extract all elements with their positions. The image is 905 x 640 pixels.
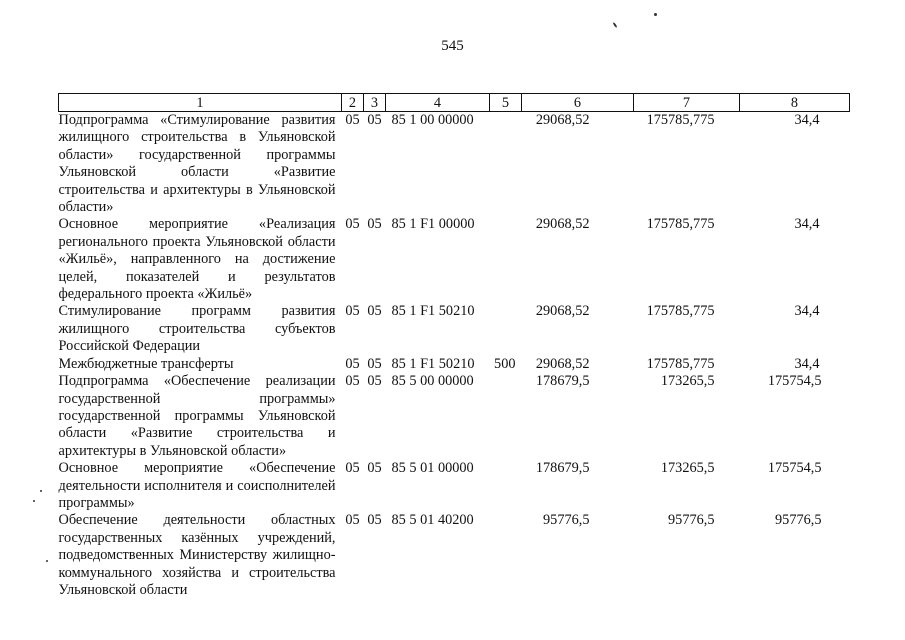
row-section: 05 [345,303,360,320]
row-amount-6: 29068,52 [535,355,590,372]
row-name: Подпрограмма «Стимулирование развития жилищного строительства в Ульяновской области» государственной программы Ульяновской области «Развитие строительства и архитектуры в Ульяновской области» [58,112,336,216]
row-name: Подпрограмма «Обеспечение реализации государственной программы» государственной программы Ульяновской области «Развитие строительства и архитектуры в Ульяновской области» [58,373,336,459]
table-row [59,112,850,217]
row-section: 05 [345,373,360,390]
row-target-code: 85 1 00 00000 [391,112,474,128]
row-amount-7: 173265,5 [660,460,715,477]
row-amount-6: 178679,5 [535,373,590,390]
row-amount-8: 34,4 [794,216,820,233]
row-section: 05 [345,355,360,372]
row-target-code: 85 1 F1 50210 [391,303,475,320]
row-amount-8: 34,4 [794,303,820,320]
row-subsection: 05 [367,460,382,477]
row-amount-7: 175785,775 [646,112,715,128]
scan-speck [46,560,48,562]
scan-speck [40,490,42,492]
row-amount-7: 175785,775 [646,216,715,233]
row-amount-6: 178679,5 [535,460,590,477]
row-amount-8: 95776,5 [775,512,822,529]
row-section: 05 [345,512,360,529]
table-row [59,373,850,460]
scan-speck [654,13,657,16]
row-target-code: 85 5 01 40200 [391,512,474,529]
row-target-code: 85 5 00 00000 [391,373,474,390]
row-expense-type [490,373,522,460]
table-row [59,303,850,355]
table-row [59,512,850,599]
row-expense-type [490,216,522,303]
row-name: Основное мероприятие «Обеспечение деятельности исполнителя и соисполнителей программы» [58,460,336,511]
row-expense-type [490,303,522,355]
row-amount-7: 175785,775 [646,355,715,372]
header-col-3: 3 [364,94,386,112]
table-row [59,216,850,303]
row-expense-type [490,112,522,217]
row-amount-8: 175754,5 [767,373,822,390]
row-subsection: 05 [367,355,382,372]
row-amount-6: 29068,52 [535,112,590,128]
row-target-code: 85 5 01 00000 [391,460,474,477]
header-col-8: 8 [740,94,850,112]
scan-speck [33,500,35,502]
row-name: Обеспечение деятельности областных государственных казённых учреждений, подведомственных Министерству жилищно-коммунального хозяйства и строительства Ульяновской области [58,512,336,598]
row-name: Стимулирование программ развития жилищного строительства субъектов Российской Федерации [58,303,336,355]
header-col-7: 7 [634,94,740,112]
header-col-1: 1 [59,94,342,112]
row-name: Межбюджетные трансферты [58,355,234,372]
row-expense-type: 500 [494,355,516,372]
page-number: 545 [441,38,464,54]
table-row [59,460,850,512]
row-amount-8: 175754,5 [767,460,822,477]
row-subsection: 05 [367,216,382,233]
table-row [59,356,850,373]
row-subsection: 05 [367,512,382,529]
scan-speck [612,22,617,28]
row-target-code: 85 1 F1 00000 [391,216,475,233]
row-target-code: 85 1 F1 50210 [391,355,475,372]
header-col-6: 6 [522,94,634,112]
row-amount-7: 95776,5 [668,512,715,529]
header-col-4: 4 [386,94,490,112]
header-col-5: 5 [490,94,522,112]
row-subsection: 05 [367,373,382,390]
row-section: 05 [345,216,360,233]
header-col-2: 2 [342,94,364,112]
row-amount-7: 173265,5 [660,373,715,390]
row-amount-6: 95776,5 [543,512,590,529]
row-subsection: 05 [367,112,382,128]
row-expense-type [490,512,522,599]
row-amount-7: 175785,775 [646,303,715,320]
row-amount-8: 34,4 [794,112,820,128]
budget-table [58,93,850,599]
row-section: 05 [345,112,360,128]
row-amount-6: 29068,52 [535,216,590,233]
row-amount-6: 29068,52 [535,303,590,320]
row-amount-8: 34,4 [794,355,820,372]
row-expense-type [490,460,522,512]
row-section: 05 [345,460,360,477]
row-subsection: 05 [367,303,382,320]
header-row [59,94,850,112]
row-name: Основное мероприятие «Реализация регионального проекта Ульяновской области «Жильё», направленного на достижение целей, показателей и результатов федерального проекта «Жильё» [58,216,336,303]
